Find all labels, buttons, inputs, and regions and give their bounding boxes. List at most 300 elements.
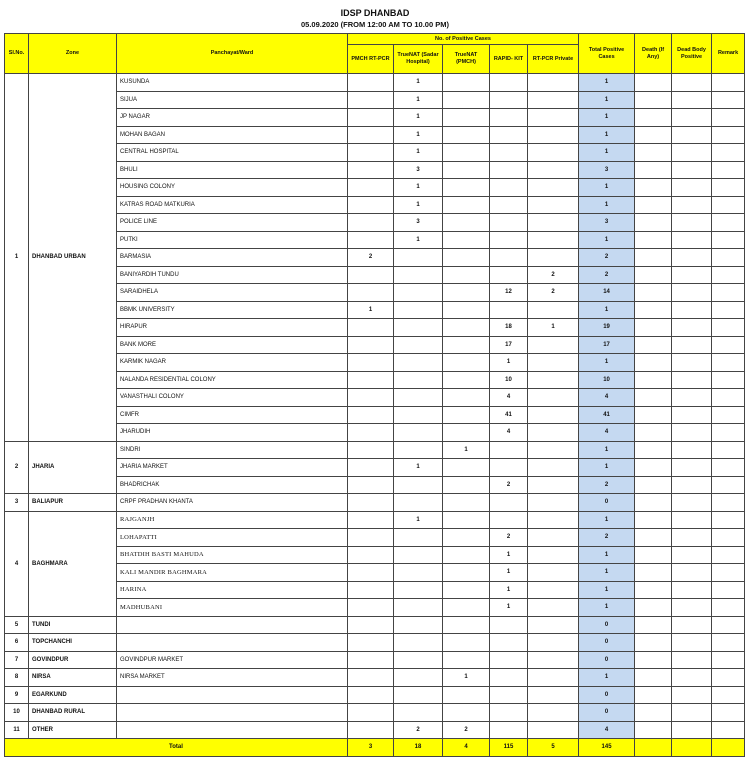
- truenat-sadar-cell: [394, 371, 443, 389]
- truenat-pmch-cell: [443, 511, 490, 529]
- sl-no-cell: 3: [5, 494, 29, 512]
- ward-cell: POLICE LINE: [117, 214, 348, 232]
- death-cell: [635, 424, 672, 442]
- rtpcr-private-cell: [528, 616, 579, 634]
- rapid-cell: [490, 266, 528, 284]
- ward-cell: CENTRAL HOSPITAL: [117, 144, 348, 162]
- ward-cell: SARAIDHELA: [117, 284, 348, 302]
- truenat-sadar-cell: 3: [394, 214, 443, 232]
- remark-cell: [712, 266, 745, 284]
- rtpcr-private-cell: [528, 354, 579, 372]
- total-positive-cell: 1: [579, 74, 635, 92]
- rapid-cell: 18: [490, 319, 528, 337]
- rapid-cell: [490, 74, 528, 92]
- zone-cell: EGARKUND: [29, 686, 117, 704]
- truenat-sadar-cell: [394, 319, 443, 337]
- remark-cell: [712, 231, 745, 249]
- rtpcr-private-cell: [528, 406, 579, 424]
- truenat-sadar-cell: [394, 441, 443, 459]
- rtpcr-private-cell: [528, 564, 579, 582]
- rtpcr-private-cell: [528, 669, 579, 687]
- header-total-positive: Total Positive Cases: [579, 34, 635, 74]
- total-positive-cell: 1: [579, 546, 635, 564]
- pmch-cell: [348, 459, 394, 477]
- table-row: [5, 704, 745, 722]
- remark-cell: [712, 441, 745, 459]
- dead-body-cell: [672, 336, 712, 354]
- remark-cell: [712, 634, 745, 652]
- rapid-cell: 2: [490, 529, 528, 547]
- rapid-cell: [490, 126, 528, 144]
- truenat-sadar-cell: 1: [394, 109, 443, 127]
- zone-cell: DHANBAD RURAL: [29, 704, 117, 722]
- truenat-pmch-cell: 1: [443, 441, 490, 459]
- total-positive-cell: 1: [579, 126, 635, 144]
- sl-no-cell: 2: [5, 441, 29, 494]
- remark-cell: [712, 126, 745, 144]
- total-empty-cell: [712, 739, 745, 757]
- ward-cell: KATRAS ROAD MATKURIA: [117, 196, 348, 214]
- rtpcr-private-cell: 1: [528, 319, 579, 337]
- death-cell: [635, 546, 672, 564]
- pmch-cell: [348, 441, 394, 459]
- sl-no-cell: 6: [5, 634, 29, 652]
- dead-body-cell: [672, 266, 712, 284]
- pmch-cell: [348, 126, 394, 144]
- dead-body-cell: [672, 406, 712, 424]
- total-positive-cell: 1: [579, 196, 635, 214]
- remark-cell: [712, 74, 745, 92]
- zone-cell: NIRSA: [29, 669, 117, 687]
- pmch-cell: [348, 546, 394, 564]
- pmch-cell: [348, 74, 394, 92]
- rapid-cell: [490, 109, 528, 127]
- truenat-pmch-cell: [443, 371, 490, 389]
- total-row: [5, 739, 745, 757]
- truenat-pmch-cell: [443, 424, 490, 442]
- rapid-cell: [490, 459, 528, 477]
- rapid-cell: 10: [490, 371, 528, 389]
- truenat-sadar-cell: [394, 266, 443, 284]
- total-positive-cell: 10: [579, 371, 635, 389]
- total-truenat-sadar-cell: 18: [394, 739, 443, 757]
- truenat-pmch-cell: [443, 91, 490, 109]
- dead-body-cell: [672, 651, 712, 669]
- death-cell: [635, 686, 672, 704]
- total-positive-cell: 0: [579, 704, 635, 722]
- dead-body-cell: [672, 319, 712, 337]
- rtpcr-private-cell: [528, 634, 579, 652]
- rtpcr-private-cell: [528, 214, 579, 232]
- ward-cell: KARMIK NAGAR: [117, 354, 348, 372]
- remark-cell: [712, 546, 745, 564]
- total-positive-cell: 0: [579, 616, 635, 634]
- total-positive-cell: 2: [579, 266, 635, 284]
- total-positive-cell: 1: [579, 599, 635, 617]
- total-positive-cell: 1: [579, 179, 635, 197]
- pmch-cell: [348, 564, 394, 582]
- truenat-sadar-cell: 1: [394, 91, 443, 109]
- total-positive-cell: 4: [579, 721, 635, 739]
- dead-body-cell: [672, 214, 712, 232]
- pmch-cell: [348, 109, 394, 127]
- rtpcr-private-cell: [528, 249, 579, 267]
- rapid-cell: [490, 704, 528, 722]
- ward-cell: NALANDA RESIDENTIAL COLONY: [117, 371, 348, 389]
- ward-cell: LOHAPATTI: [117, 529, 348, 547]
- truenat-pmch-cell: 2: [443, 721, 490, 739]
- ward-cell: SINDRI: [117, 441, 348, 459]
- ward-cell: [117, 634, 348, 652]
- truenat-pmch-cell: [443, 406, 490, 424]
- ward-cell: PUTKI: [117, 231, 348, 249]
- remark-cell: [712, 406, 745, 424]
- pmch-cell: [348, 704, 394, 722]
- total-positive-cell: 0: [579, 494, 635, 512]
- header-pmch-rtpcr: PMCH RT-PCR: [348, 45, 394, 74]
- remark-cell: [712, 476, 745, 494]
- death-cell: [635, 564, 672, 582]
- remark-cell: [712, 354, 745, 372]
- total-positive-cell: 2: [579, 529, 635, 547]
- total-truenat-pmch-cell: 4: [443, 739, 490, 757]
- rtpcr-private-cell: [528, 161, 579, 179]
- rtpcr-private-cell: [528, 371, 579, 389]
- rapid-cell: [490, 214, 528, 232]
- rapid-cell: 12: [490, 284, 528, 302]
- truenat-sadar-cell: [394, 546, 443, 564]
- truenat-sadar-cell: 1: [394, 126, 443, 144]
- rtpcr-private-cell: [528, 459, 579, 477]
- remark-cell: [712, 371, 745, 389]
- table-row: [5, 721, 745, 739]
- header-rapid-kit: RAPID- KIT: [490, 45, 528, 74]
- zone-cell: GOVINDPUR: [29, 651, 117, 669]
- truenat-pmch-cell: [443, 179, 490, 197]
- ward-cell: [117, 704, 348, 722]
- dead-body-cell: [672, 91, 712, 109]
- death-cell: [635, 459, 672, 477]
- ward-cell: KUSUNDA: [117, 74, 348, 92]
- remark-cell: [712, 249, 745, 267]
- death-cell: [635, 161, 672, 179]
- death-cell: [635, 231, 672, 249]
- total-positive-cell: 19: [579, 319, 635, 337]
- truenat-pmch-cell: [443, 651, 490, 669]
- death-cell: [635, 634, 672, 652]
- pmch-cell: [348, 406, 394, 424]
- truenat-pmch-cell: [443, 214, 490, 232]
- dead-body-cell: [672, 616, 712, 634]
- death-cell: [635, 441, 672, 459]
- rapid-cell: [490, 301, 528, 319]
- total-positive-cell: 1: [579, 459, 635, 477]
- total-positive-cell: 4: [579, 389, 635, 407]
- death-cell: [635, 319, 672, 337]
- total-rtpcr-private-cell: 5: [528, 739, 579, 757]
- rtpcr-private-cell: [528, 74, 579, 92]
- total-positive-cell: 2: [579, 249, 635, 267]
- death-cell: [635, 616, 672, 634]
- truenat-pmch-cell: [443, 546, 490, 564]
- death-cell: [635, 406, 672, 424]
- dead-body-cell: [672, 109, 712, 127]
- ward-cell: JHARIA MARKET: [117, 459, 348, 477]
- truenat-sadar-cell: [394, 301, 443, 319]
- rapid-cell: [490, 441, 528, 459]
- remark-cell: [712, 599, 745, 617]
- truenat-sadar-cell: 1: [394, 231, 443, 249]
- header-panchayat: Panchayat/Ward: [117, 34, 348, 74]
- rtpcr-private-cell: [528, 179, 579, 197]
- truenat-pmch-cell: [443, 704, 490, 722]
- zone-cell: TOPCHANCHI: [29, 634, 117, 652]
- ward-cell: MOHAN BAGAN: [117, 126, 348, 144]
- pmch-cell: [348, 599, 394, 617]
- truenat-sadar-cell: [394, 406, 443, 424]
- dead-body-cell: [672, 634, 712, 652]
- rapid-cell: 1: [490, 354, 528, 372]
- total-positive-cell: 1: [579, 109, 635, 127]
- rtpcr-private-cell: [528, 581, 579, 599]
- remark-cell: [712, 284, 745, 302]
- header-death: Death (If Any): [635, 34, 672, 74]
- header-sl-no: Sl.No.: [5, 34, 29, 74]
- remark-cell: [712, 564, 745, 582]
- dead-body-cell: [672, 389, 712, 407]
- sl-no-cell: 8: [5, 669, 29, 687]
- dead-body-cell: [672, 301, 712, 319]
- rapid-cell: [490, 231, 528, 249]
- remark-cell: [712, 214, 745, 232]
- header-truenat-pmch: TrueNAT (PMCH): [443, 45, 490, 74]
- truenat-sadar-cell: 2: [394, 721, 443, 739]
- truenat-pmch-cell: 1: [443, 669, 490, 687]
- truenat-sadar-cell: [394, 581, 443, 599]
- ward-cell: KALI MANDIR BAGHMARA: [117, 564, 348, 582]
- ward-cell: HOUSING COLONY: [117, 179, 348, 197]
- death-cell: [635, 581, 672, 599]
- truenat-sadar-cell: [394, 336, 443, 354]
- dead-body-cell: [672, 546, 712, 564]
- truenat-sadar-cell: 3: [394, 161, 443, 179]
- truenat-sadar-cell: [394, 616, 443, 634]
- rapid-cell: [490, 616, 528, 634]
- death-cell: [635, 599, 672, 617]
- zone-cell: BAGHMARA: [29, 511, 117, 616]
- truenat-sadar-cell: [394, 284, 443, 302]
- total-positive-cell: 41: [579, 406, 635, 424]
- positive-cases-table: [4, 33, 745, 757]
- remark-cell: [712, 459, 745, 477]
- truenat-sadar-cell: 1: [394, 144, 443, 162]
- rtpcr-private-cell: [528, 231, 579, 249]
- truenat-sadar-cell: [394, 704, 443, 722]
- dead-body-cell: [672, 581, 712, 599]
- remark-cell: [712, 529, 745, 547]
- report-title: IDSP DHANBAD: [340, 8, 410, 18]
- ward-cell: GOVINDPUR MARKET: [117, 651, 348, 669]
- table-row: [5, 441, 745, 459]
- pmch-cell: [348, 231, 394, 249]
- pmch-cell: [348, 476, 394, 494]
- sl-no-cell: 7: [5, 651, 29, 669]
- ward-cell: RAJGANJH: [117, 511, 348, 529]
- total-positive-cell: 2: [579, 476, 635, 494]
- total-pmch-cell: 3: [348, 739, 394, 757]
- rtpcr-private-cell: [528, 686, 579, 704]
- total-positive-cell: 1: [579, 144, 635, 162]
- dead-body-cell: [672, 126, 712, 144]
- remark-cell: [712, 319, 745, 337]
- truenat-pmch-cell: [443, 354, 490, 372]
- ward-cell: NIRSA MARKET: [117, 669, 348, 687]
- dead-body-cell: [672, 179, 712, 197]
- truenat-pmch-cell: [443, 616, 490, 634]
- pmch-cell: [348, 266, 394, 284]
- rtpcr-private-cell: 2: [528, 266, 579, 284]
- truenat-pmch-cell: [443, 459, 490, 477]
- ward-cell: SIJUA: [117, 91, 348, 109]
- pmch-cell: [348, 336, 394, 354]
- pmch-cell: [348, 389, 394, 407]
- truenat-sadar-cell: 1: [394, 459, 443, 477]
- table-row: [5, 634, 745, 652]
- truenat-sadar-cell: 1: [394, 179, 443, 197]
- truenat-pmch-cell: [443, 249, 490, 267]
- rtpcr-private-cell: [528, 441, 579, 459]
- pmch-cell: [348, 424, 394, 442]
- dead-body-cell: [672, 161, 712, 179]
- ward-cell: CIMFR: [117, 406, 348, 424]
- dead-body-cell: [672, 721, 712, 739]
- total-positive-cell: 1: [579, 354, 635, 372]
- rapid-cell: 4: [490, 424, 528, 442]
- death-cell: [635, 704, 672, 722]
- pmch-cell: [348, 721, 394, 739]
- header-rtpcr-private: RT-PCR Private: [528, 45, 579, 74]
- rapid-cell: [490, 91, 528, 109]
- dead-body-cell: [672, 284, 712, 302]
- remark-cell: [712, 651, 745, 669]
- truenat-pmch-cell: [443, 336, 490, 354]
- rtpcr-private-cell: [528, 494, 579, 512]
- dead-body-cell: [672, 424, 712, 442]
- remark-cell: [712, 494, 745, 512]
- death-cell: [635, 389, 672, 407]
- truenat-pmch-cell: [443, 564, 490, 582]
- total-positive-cell: 0: [579, 686, 635, 704]
- rapid-cell: [490, 511, 528, 529]
- zone-cell: OTHER: [29, 721, 117, 739]
- pmch-cell: [348, 354, 394, 372]
- ward-cell: CRPF PRADHAN KHANTA: [117, 494, 348, 512]
- sl-no-cell: 11: [5, 721, 29, 739]
- ward-cell: HIRAPUR: [117, 319, 348, 337]
- pmch-cell: [348, 494, 394, 512]
- truenat-pmch-cell: [443, 109, 490, 127]
- total-positive-cell: 1: [579, 564, 635, 582]
- pmch-cell: [348, 196, 394, 214]
- ward-cell: BHULI: [117, 161, 348, 179]
- truenat-sadar-cell: [394, 564, 443, 582]
- ward-cell: BHADRICHAK: [117, 476, 348, 494]
- truenat-pmch-cell: [443, 196, 490, 214]
- dead-body-cell: [672, 686, 712, 704]
- table-row: [5, 511, 745, 529]
- rtpcr-private-cell: [528, 144, 579, 162]
- dead-body-cell: [672, 231, 712, 249]
- rapid-cell: 17: [490, 336, 528, 354]
- truenat-pmch-cell: [443, 231, 490, 249]
- death-cell: [635, 126, 672, 144]
- table-body: [5, 74, 745, 757]
- remark-cell: [712, 704, 745, 722]
- total-positive-cell: 1: [579, 441, 635, 459]
- truenat-sadar-cell: [394, 634, 443, 652]
- rapid-cell: 1: [490, 599, 528, 617]
- pmch-cell: [348, 616, 394, 634]
- truenat-pmch-cell: [443, 494, 490, 512]
- header-dead-body: Dead Body Positive: [672, 34, 712, 74]
- rtpcr-private-cell: [528, 424, 579, 442]
- zone-cell: TUNDI: [29, 616, 117, 634]
- remark-cell: [712, 669, 745, 687]
- remark-cell: [712, 616, 745, 634]
- ward-cell: MADHUBANI: [117, 599, 348, 617]
- total-empty-cell: [635, 739, 672, 757]
- pmch-cell: [348, 161, 394, 179]
- dead-body-cell: [672, 511, 712, 529]
- zone-cell: BALIAPUR: [29, 494, 117, 512]
- remark-cell: [712, 144, 745, 162]
- dead-body-cell: [672, 669, 712, 687]
- death-cell: [635, 109, 672, 127]
- sl-no-cell: 4: [5, 511, 29, 616]
- death-cell: [635, 301, 672, 319]
- total-positive-cell: 17: [579, 336, 635, 354]
- total-positive-cell: 4: [579, 424, 635, 442]
- truenat-sadar-cell: 1: [394, 196, 443, 214]
- rapid-cell: 2: [490, 476, 528, 494]
- truenat-pmch-cell: [443, 266, 490, 284]
- remark-cell: [712, 686, 745, 704]
- rtpcr-private-cell: [528, 109, 579, 127]
- pmch-cell: [348, 284, 394, 302]
- ward-cell: BANK MORE: [117, 336, 348, 354]
- rtpcr-private-cell: [528, 511, 579, 529]
- truenat-pmch-cell: [443, 319, 490, 337]
- dead-body-cell: [672, 441, 712, 459]
- truenat-pmch-cell: [443, 476, 490, 494]
- report-date-range: 05.09.2020 (FROM 12:00 AM TO 10.00 PM): [301, 20, 449, 29]
- truenat-pmch-cell: [443, 634, 490, 652]
- pmch-cell: 2: [348, 249, 394, 267]
- pmch-cell: [348, 581, 394, 599]
- rapid-cell: 41: [490, 406, 528, 424]
- table-row: [5, 494, 745, 512]
- rtpcr-private-cell: [528, 651, 579, 669]
- truenat-sadar-cell: [394, 669, 443, 687]
- total-rapid-cell: 115: [490, 739, 528, 757]
- death-cell: [635, 669, 672, 687]
- dead-body-cell: [672, 354, 712, 372]
- total-positive-cell: 14: [579, 284, 635, 302]
- table-row: [5, 669, 745, 687]
- pmch-cell: [348, 529, 394, 547]
- rapid-cell: [490, 686, 528, 704]
- pmch-cell: [348, 686, 394, 704]
